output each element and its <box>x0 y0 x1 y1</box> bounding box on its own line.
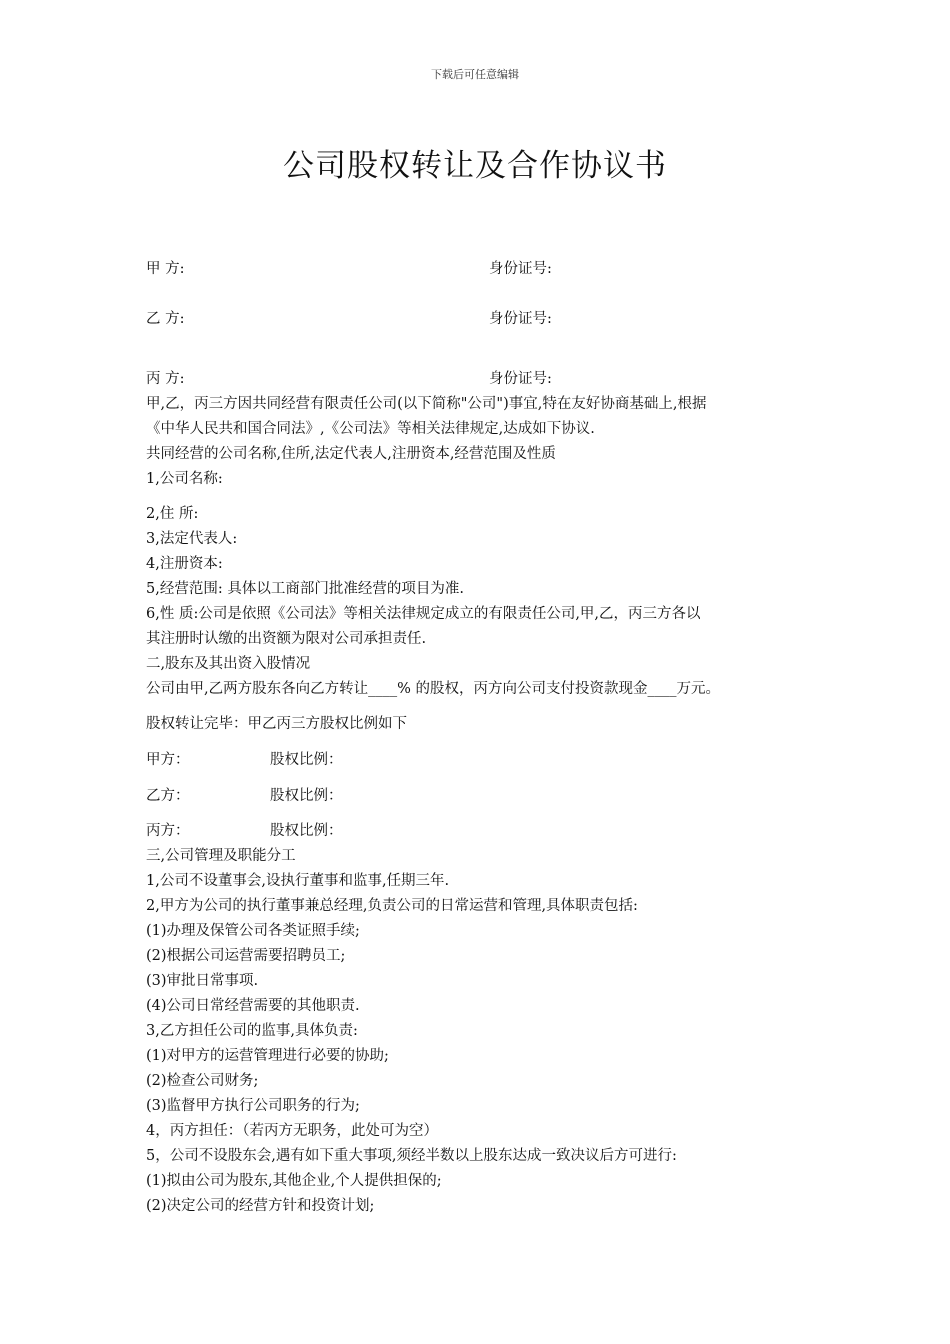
ratio-label-a: 股权比例： <box>270 752 343 768</box>
equity-transfer-clause: 公司由甲,乙两方股东各向乙方转让____% 的股权，丙方向公司支付投资款现金____万元。 <box>146 681 720 697</box>
matter-item: (1)拟由公司为股东,其他企业,个人提供担保的; <box>146 1173 442 1189</box>
clause-board: 1,公司不设董事会,设执行董事和监事,任期三年. <box>146 873 450 889</box>
clause-party-a-duties: 2,甲方为公司的执行董事兼总经理,负责公司的日常运营和管理,具体职责包括: <box>146 898 638 914</box>
duty-item: (1)对甲方的运营管理进行必要的协助; <box>146 1048 389 1064</box>
matter-item: (2)决定公司的经营方针和投资计划; <box>146 1198 375 1214</box>
duty-item: (2)根据公司运营需要招聘员工; <box>146 948 346 964</box>
party-a-id-label: 身份证号: <box>489 261 552 277</box>
ratio-party-c: 丙方： <box>146 823 190 839</box>
duty-item: (1)办理及保管公司各类证照手续; <box>146 923 360 939</box>
clause-party-c-duties: 4，丙方担任：（若丙方无职务，此处可为空） <box>146 1123 438 1139</box>
clause-address: 2,住 所: <box>146 506 199 522</box>
intro-line-2: 《中华人民共和国合同法》,《公司法》等相关法律规定,达成如下协议. <box>146 421 595 437</box>
clause-shareholder-meeting: 5，公司不设股东会,遇有如下重大事项,须经半数以上股东达成一致决议后方可进行: <box>146 1148 677 1164</box>
intro-line-1: 甲,乙，丙三方因共同经营有限责任公司(以下简称"公司")事宜,特在友好协商基础上,根据 <box>146 396 707 412</box>
party-c-label: 丙 方: <box>146 371 185 387</box>
duty-item: (4)公司日常经营需要的其他职责. <box>146 998 360 1014</box>
ratio-label-c: 股权比例： <box>270 823 343 839</box>
ratio-party-b: 乙方： <box>146 788 190 804</box>
section-1-title: 共同经营的公司名称,住所,法定代表人,注册资本,经营范围及性质 <box>146 446 556 462</box>
ratio-label-b: 股权比例： <box>270 788 343 804</box>
duty-item: (2)检查公司财务; <box>146 1073 259 1089</box>
document-title: 公司股权转让及合作协议书 <box>283 148 667 184</box>
section-2-title: 二,股东及其出资入股情况 <box>146 656 311 672</box>
duty-item: (3)审批日常事项. <box>146 973 259 989</box>
equity-ratio-intro: 股权转让完毕：甲乙丙三方股权比例如下 <box>146 716 407 732</box>
clause-legal-rep: 3,法定代表人: <box>146 531 238 547</box>
clause-capital: 4,注册资本: <box>146 556 223 572</box>
section-3-title: 三,公司管理及职能分工 <box>146 848 296 864</box>
party-b-id-label: 身份证号: <box>489 311 552 327</box>
clause-company-name: 1,公司名称: <box>146 471 223 487</box>
page-header: 下载后可任意编辑 <box>431 68 519 81</box>
party-a-label: 甲 方: <box>146 261 185 277</box>
ratio-party-a: 甲方： <box>146 752 190 768</box>
clause-scope: 5,经营范围: 具体以工商部门批准经营的项目为准. <box>146 581 464 597</box>
party-b-label: 乙 方: <box>146 311 185 327</box>
party-c-id-label: 身份证号: <box>489 371 552 387</box>
clause-nature-2: 其注册时认缴的出资额为限对公司承担责任. <box>146 631 427 647</box>
duty-item: (3)监督甲方执行公司职务的行为; <box>146 1098 360 1114</box>
clause-party-b-duties: 3,乙方担任公司的监事,具体负责: <box>146 1023 358 1039</box>
clause-nature-1: 6,性 质:公司是依照《公司法》等相关法律规定成立的有限责任公司,甲,乙，丙三方各以 <box>146 606 701 622</box>
